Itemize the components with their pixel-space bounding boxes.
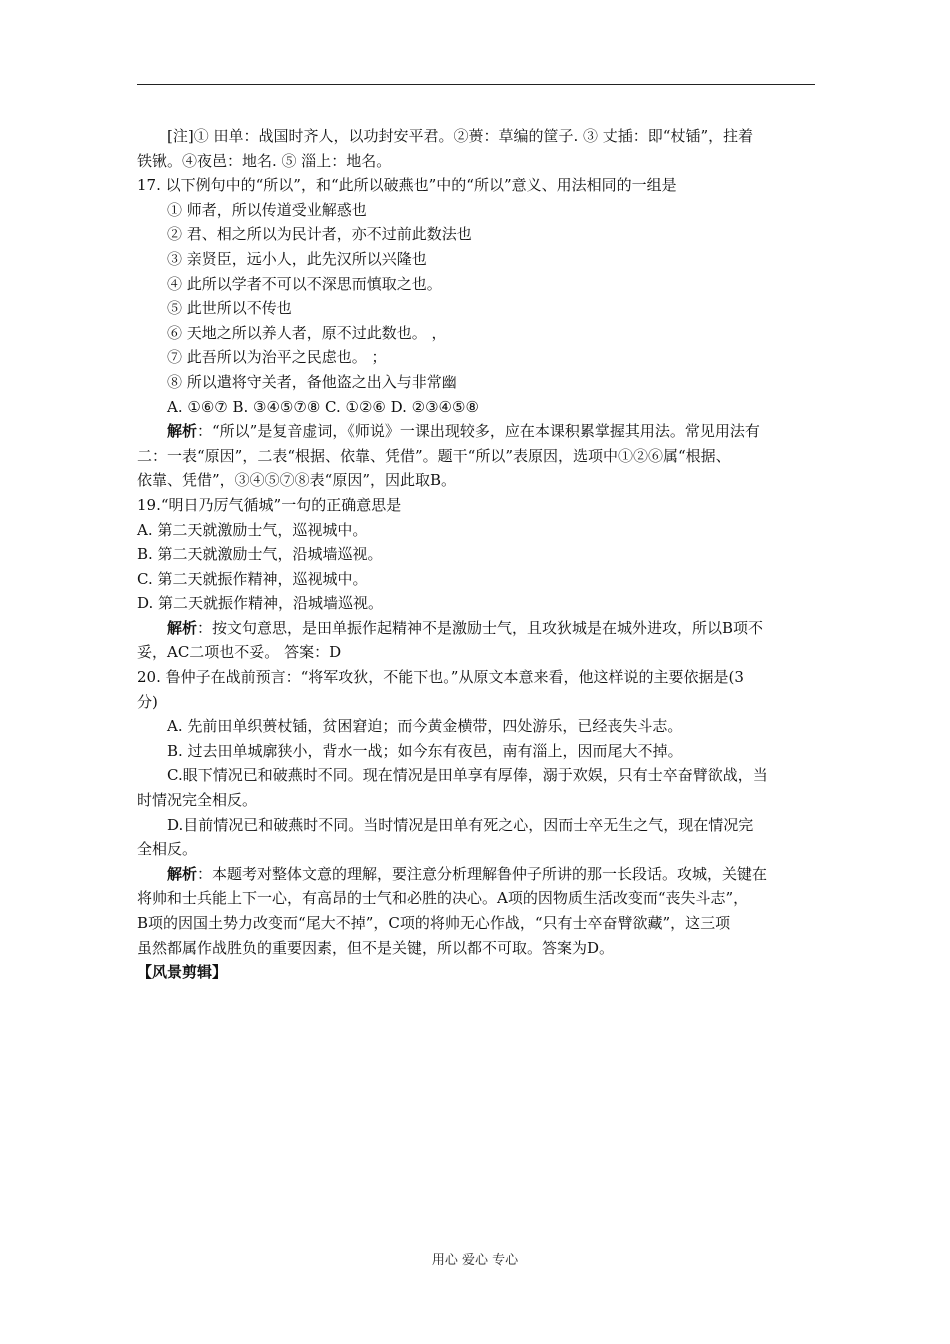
q20-option: C.眼下情况已和破燕时不同。现在情况是田单享有厚俸，溺于欢娱，只有士卒奋臂欲战，当 [167, 766, 768, 785]
note-line: [注]① 田单：战国时齐人，以功封安平君。②蒉：草编的筐子. ③ 丈插：即“杖锸”，拄着 [167, 127, 754, 145]
section-heading: 【风景剪辑】 [137, 963, 228, 982]
q17-item: ② 君、相之所以为民计者，亦不过前此数法也 [167, 225, 472, 244]
note-line: 铁锹。④夜邑：地名. ⑤ 淄上：地名。 [137, 151, 392, 170]
analysis-text: ：按文句意思，是田单振作起精神不是激励士气，且攻狄城是在城外进攻，所以B项不 [197, 618, 764, 637]
analysis-text: ：“所以”是复音虚词，《师说》一课出现较多，应在本课积累掌握其用法。常见用法有 [197, 422, 760, 441]
q17-item: ⑤ 此世所以不传也 [167, 299, 292, 318]
header-rule [137, 84, 815, 85]
document-body [137, 124, 817, 985]
q19-option: A. 第二天就激励士气，巡视城中。 [137, 520, 368, 539]
question-20-stem: 20. 鲁仲子在战前预言：“将军攻狄，不能下也。”从原文本意来看，他这样说的主要依据是(3 [137, 668, 744, 687]
q20-analysis-line: 虽然都属作战胜负的重要因素，但不是关键，所以都不可取。答案为D。 [137, 938, 615, 957]
question-20-stem: 分) [137, 692, 158, 711]
q19-option: B. 第二天就激励士气，沿城墙巡视。 [137, 545, 383, 564]
analysis-label: 解析 [167, 422, 198, 441]
q20-analysis-line: B项的因国土势力改变而“尾大不掉”，C项的将帅无心作战，“只有士卒奋臂欲藏”，这三项 [137, 914, 731, 932]
q17-options: A. ①⑥⑦ B. ③④⑤⑦⑧ C. ①②⑥ D. ②③④⑤⑧ [167, 397, 479, 416]
q20-option: 全相反。 [137, 840, 198, 859]
q20-option: B. 过去田单城廓狭小，背水一战；如今东有夜邑，南有淄上，因而尾大不掉。 [167, 741, 683, 760]
q17-item: ⑦ 此吾所以为治平之民虑也。 ； [167, 348, 387, 367]
q19-analysis-line [137, 616, 817, 641]
question-19-stem: 19.“明日乃厉气循城”一句的正确意思是 [137, 495, 402, 514]
analysis-label: 解析 [167, 618, 198, 637]
analysis-text: ：本题考对整体文意的理解，要注意分析理解鲁仲子所讲的那一长段话。攻城，关键在 [197, 864, 768, 883]
q19-analysis-line: 妥，AC二项也不妥。 答案：D [137, 643, 342, 662]
q17-item: ⑧ 所以遣将守关者，备他盗之出入与非常幽 [167, 372, 457, 391]
page-footer: 用心 爱心 专心 [431, 1253, 519, 1268]
q19-option: C. 第二天就振作精神，巡视城中。 [137, 569, 368, 588]
q19-option: D. 第二天就振作精神，沿城墙巡视。 [137, 594, 384, 613]
q17-item: ⑥ 天地之所以养人者，原不过此数也。 ， [167, 323, 447, 342]
q17-item: ① 师者，所以传道受业解惑也 [167, 200, 367, 219]
q20-option: A. 先前田单织蒉杖锸，贫困窘迫；而今黄金横带，四处游乐，已经丧失斗志。 [167, 717, 683, 736]
q17-item: ④ 此所以学者不可以不深思而慎取之也。 [167, 274, 442, 293]
analysis-label: 解析 [167, 864, 198, 883]
question-17-stem: 17. 以下例句中的“所以”，和“此所以破燕也”中的“所以”意义、用法相同的一组是 [137, 176, 677, 195]
q20-option: 时情况完全相反。 [137, 791, 258, 810]
q17-analysis-line: 二：一表“原因”，二表“根据、依靠、凭借”。题干“所以”表原因，选项中①②⑥属“根据、 [137, 446, 731, 465]
q17-item: ③ 亲贤臣，远小人，此先汉所以兴隆也 [167, 249, 427, 268]
q17-analysis-line: 依靠、凭借”，③④⑤⑦⑧表“原因”，因此取B。 [137, 471, 457, 490]
q20-analysis-line: 将帅和士兵能上下一心，有高昂的士气和必胜的决心。A项的因物质生活改变而“丧失斗志”， [137, 889, 749, 908]
q20-analysis-line [137, 862, 817, 887]
q17-analysis-line [137, 419, 817, 444]
q20-option: D.目前情况已和破燕时不同。当时情况是田单有死之心，因而士卒无生之气，现在情况完 [167, 815, 754, 834]
